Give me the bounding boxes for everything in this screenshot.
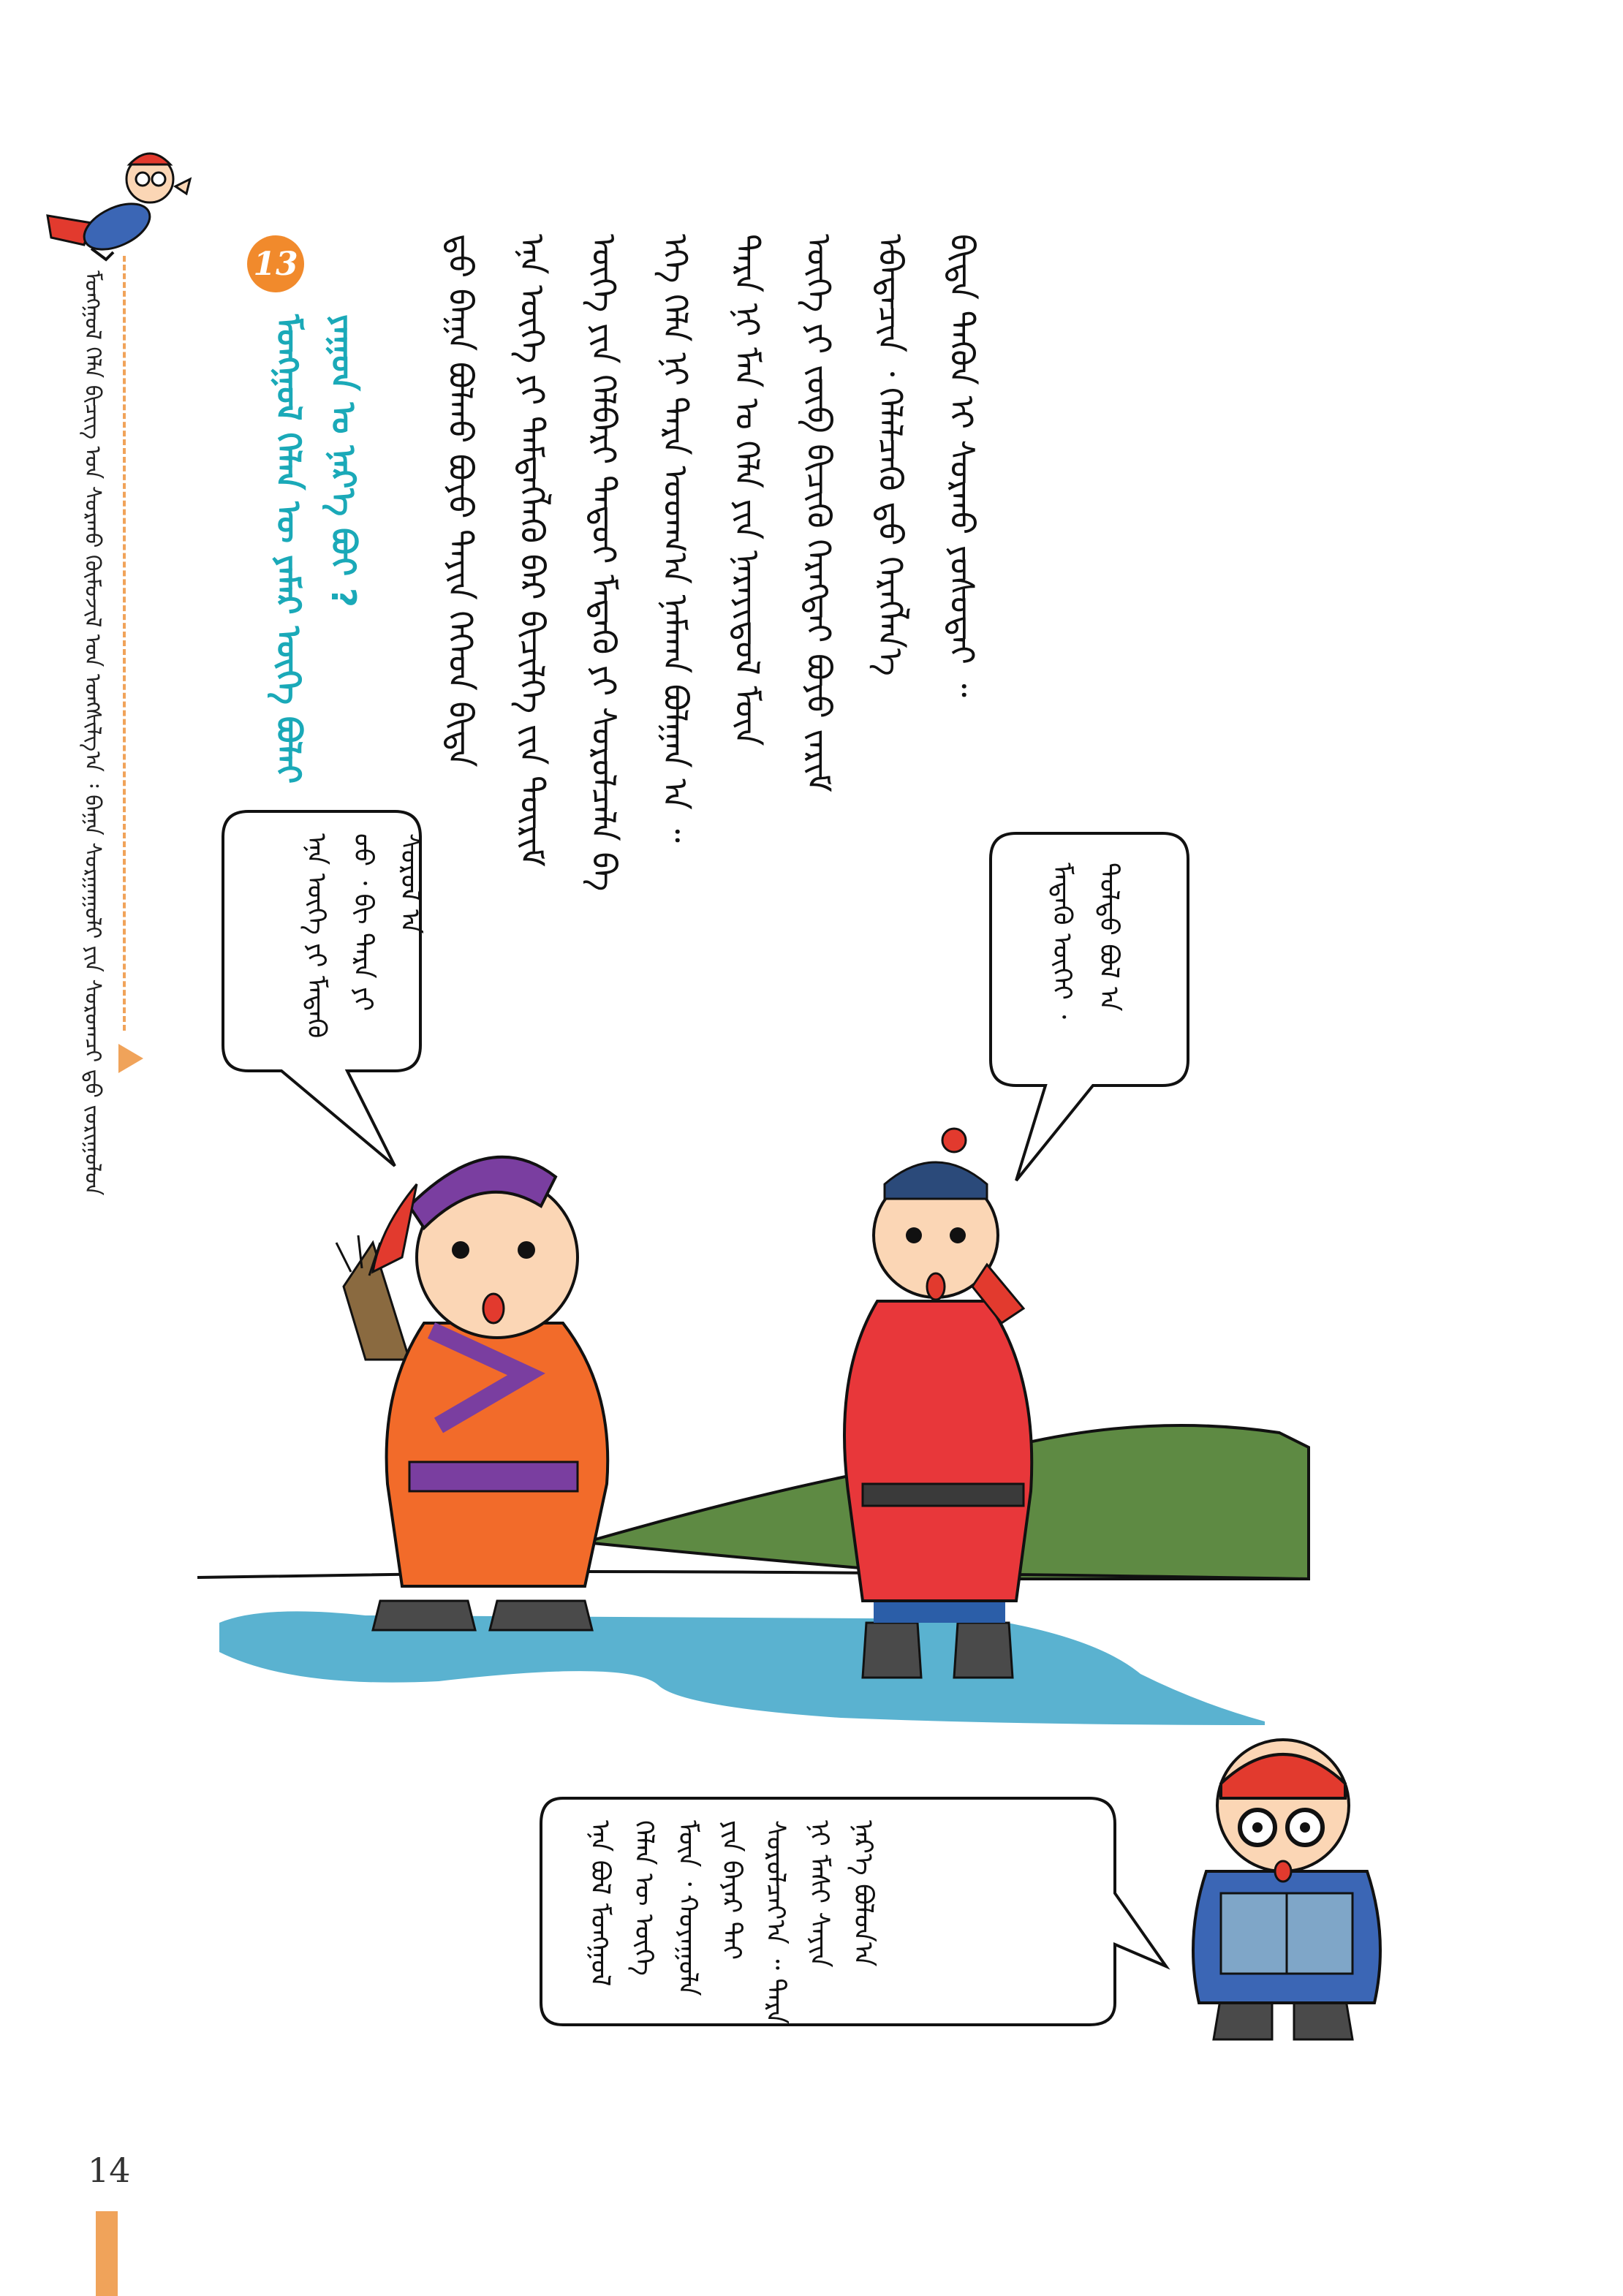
- body-text-line: ᠪᠢᠳᠡ ᠲᠡᠭᠦᠨ ᠢ ᠰᠤᠷᠬᠤ ᠶᠣᠰᠣᠲᠠᠢ ᠃: [942, 234, 982, 697]
- running-header: ᠮᠣᠩᠭᠣᠯ ᠬᠡᠯᠡ ᠪᠢᠴᠢᠭ᠌ ᠤᠨ ᠰᠤᠷᠬᠤ ᠬᠦᠮᠦᠵᠢᠯ ᠤᠨ ᠤᠩᠰᠢᠯᠭ᠎ᠠ ᠄ ᠪᠠᠭ᠋ᠠ ᠰᠤᠷᠭᠠᠭᠤᠯᠢ ᠶᠢᠨ ᠰᠤᠷᠤᠭᠴᠢ ᠳ᠋ᠤ᠌ ᠵᠣᠷᠢᠭᠤᠯᠤᠨ: [80, 270, 105, 1196]
- speech-bubble-text: ᠮᠡᠳᠡᠬᠦ ᠦᠭᠡᠢ ᠂ ᠳᠤᠯᠳᠤ ᠪᠣᠯ ᠠ: [1047, 863, 1124, 1019]
- page-number: 14: [88, 2151, 131, 2190]
- page-edge-tab: [96, 2211, 118, 2296]
- boy-reading-book: [1193, 1740, 1380, 2039]
- lesson-number: 13: [253, 245, 298, 283]
- lesson-title-line: ᠶᠠᠭᠤᠨ ᠤ ᠨᠡᠷ᠎ᠡ ᠪᠤᠢ ?: [324, 314, 363, 607]
- body-text-line: ᠦᠭᠡ ᠶᠢᠨ ᠬᠡᠯᠪᠡᠷᠢ ᠲᠡᠳᠦᠢ ᠮᠡᠳᠡᠬᠦ ᠶᠢ ᠰᠤᠷᠤᠯᠴᠠᠯᠠ ᠪᠠ: [584, 234, 624, 892]
- body-text-line: ᠦᠭᠡ ᠶᠢ ᠵᠦᠪ ᠪᠢᠴᠢᠬᠦ ᠬᠡᠷᠡᠭᠲᠡᠢ ᠪᠤᠶᠤ ᠵᠠᠷᠢᠮ: [799, 234, 839, 792]
- body-text-line: ᠲᠡᠷᠡ ᠨᠢ ᠮᠠᠨ ᠤ ᠬᠡᠯᠡ ᠶᠢᠨ ᠨᠡᠷᠡᠶᠢᠳᠦᠯ ᠮᠥᠨ: [727, 234, 767, 746]
- lesson-title-line: ᠮᠣᠩᠭᠣᠯ ᠬᠡᠯᠡᠨ ᠦ ᠶᠠᠮᠠᠷ ᠦᠭᠡ ᠪᠣᠯᠠᠢ: [269, 314, 309, 784]
- body-text-line: ᠡᠪᠡᠳᠡᠴᠢᠨ ᠂ ᠬᠡᠯᠡᠯᠴᠡᠬᠦ ᠳ᠋ᠤ᠌ ᠬᠡᠷᠡᠭᠯᠡᠨ᠎ᠡ: [871, 234, 910, 676]
- boy-red-robe: [844, 1129, 1032, 1678]
- boy-orange-robe: [336, 1157, 608, 1630]
- speech-bubble-text: ᠡᠨᠡ ᠪᠣᠯ ᠮᠣᠩᠭᠣᠯ ᠬᠡᠯᠡᠨ ᠦ ᠦᠭᠡ ᠮᠥᠨ ᠂ ᠬᠣᠶᠠᠭᠤᠯᠠ ᠶᠢᠨ ᠪᠠᠶᠠᠷ ᠲᠠᠢ ᠰᠤᠷᠤᠯᠴᠠᠶ᠎ᠠ ᠃ ᠲᠡᠷᠡ ᠨᠢ ᠮᠠᠰᠢ ᠰᠠᠶᠢᠨ ᠨᠡᠷ᠎ᠡ ᠪᠣᠯᠤᠨ᠎ᠠ: [585, 1820, 878, 2025]
- body-text-line: ᠳ᠋ᠤ᠌ ᠪᠠᠭ᠋ᠠ ᠪᠣᠯᠬᠤ ᠪᠤᠶᠤ ᠲᠡᠶᠢᠨ ᠬᠡᠭᠡᠳ ᠪᠢᠳᠡ: [441, 234, 480, 768]
- body-text-line: ᠡᠨᠡ ᠦᠭᠡ ᠶᠢ ᠲᠡᠮᠳᠡᠭᠯᠡᠬᠦ ᠪᠡᠷ ᠪᠢᠴᠢᠯᠭᠡ ᠵᠢᠨ ᠳᠦᠷᠢᠮ: [512, 234, 552, 867]
- body-text-line: ᠡᠬᠡ ᠬᠡᠯᠡ ᠨᠢ ᠲᠡᠷᠡ ᠤᠳᠬ᠎ᠠ ᠨᠠᠮᠬᠠᠨ ᠪᠣᠯᠭᠠᠨ ᠠ ᠃: [656, 234, 695, 843]
- speech-bubble-text: ᠡᠨᠡ ᠦᠭᠡ ᠶᠢ ᠮᠡᠳᠡᠬᠦ ᠦᠦ ᠂ ᠪᠢ ᠲᠡᠷᠡ ᠶᠢ ᠰᠤᠷᠤᠯ ᠠ: [301, 833, 425, 1039]
